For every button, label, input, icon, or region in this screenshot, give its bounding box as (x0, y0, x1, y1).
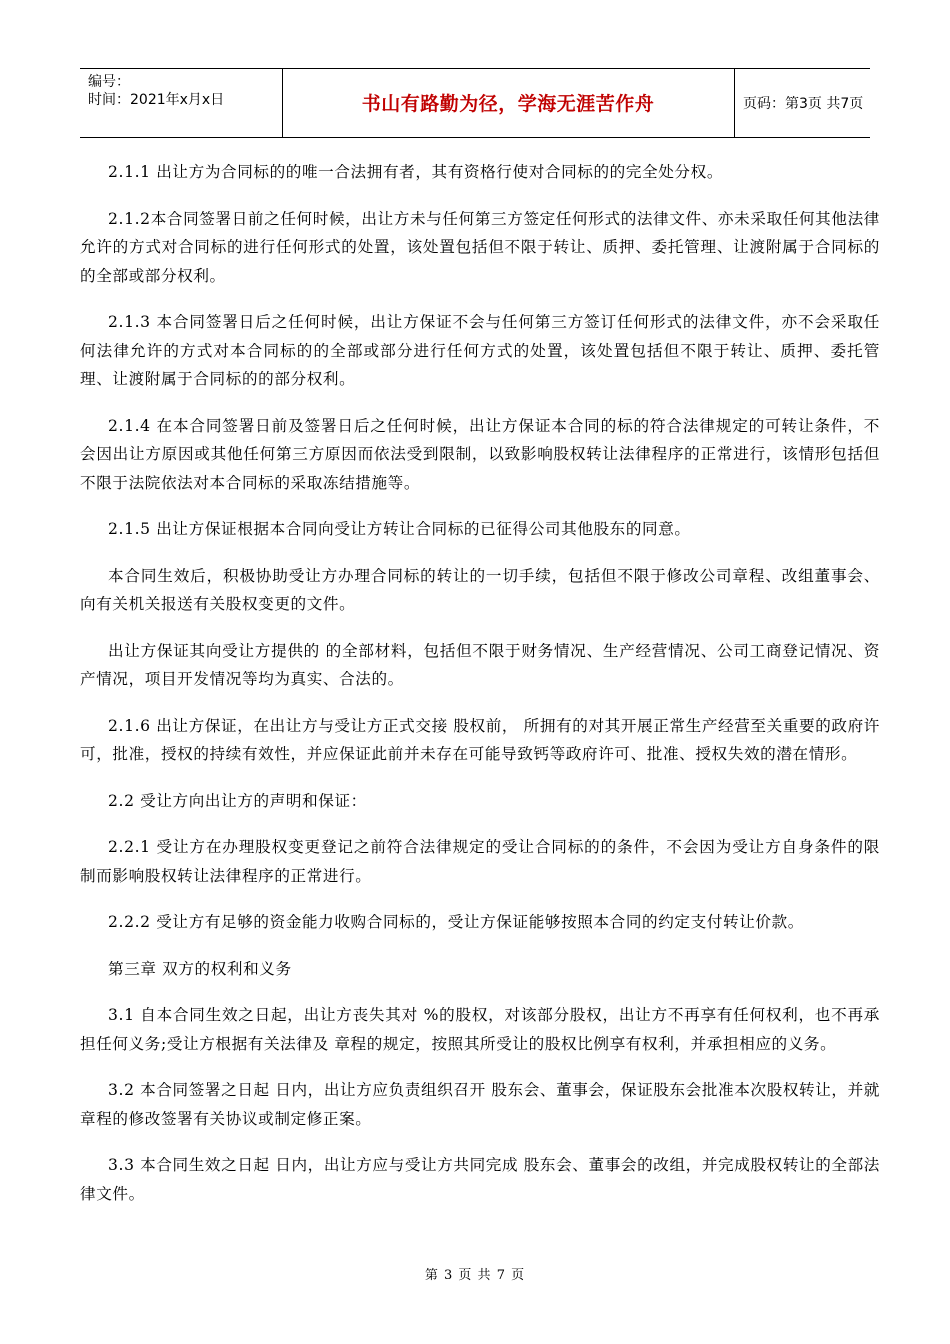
paragraph-materials-guarantee: 出让方保证其向受让方提供的 的全部材料，包括但不限于财务情况、生产经营情况、公司工商登记情况、资产情况，项目开发情况等均为真实、合法的。 (80, 641, 880, 688)
page-footer (0, 1264, 950, 1283)
paragraph-2-1-1: 2.1.1 出让方为合同标的的唯一合法拥有者，其有资格行使对合同标的的完全处分权。 (108, 163, 724, 181)
header-page-info: 页码：第3页 共7页 (743, 96, 864, 112)
paragraph-2-1-3: 2.1.3 本合同签署日后之任何时候，出让方保证不会与任何第三方签订任何形式的法律文件，亦不会采取任何法律允许的方式对本合同标的的全部或部分进行任何方式的处置，该处置包括但不限于转让、质押、委托管理、让渡附属于合同标的的部分权利。 (80, 313, 880, 388)
paragraph-3-3: 3.3 本合同生效之日起 日内，出让方应与受让方共同完成 股东会、董事会的改组，并完成股权转让的全部法律文件。 (80, 1156, 880, 1203)
paragraph-2-1-2: 2.1.2本合同签署日前之任何时候，出让方未与任何第三方签定任何形式的法律文件、亦未采取任何其他法律允许的方式对合同标的进行任何形式的处置，该处置包括但不限于转让、质押、委托管理、让渡附属于合同标的的全部或部分权利。 (80, 209, 880, 285)
header-right-cell (735, 69, 870, 137)
serial-number-label: 编号： (88, 74, 130, 90)
header-motto: 书山有路勤为径，学海无涯苦作舟 (361, 93, 655, 115)
chapter-3-heading: 第三章 双方的权利和义务 (108, 959, 292, 978)
paragraph-2-1-4: 2.1.4 在本合同签署日前及签署日后之任何时候，出让方保证本合同的标的符合法律规定的可转让条件，不会因出让方原因或其他任何第三方原因而依法受到限制，以致影响股权转让法律程序的正常进行，该情形包括但不限于法院依法对本合同标的采取冻结措施等。 (80, 416, 880, 492)
paragraph-3-2: 3.2 本合同签署之日起 日内，出让方应负责组织召开 股东会、董事会，保证股东会批准本次股权转让，并就 章程的修改签署有关协议或制定修正案。 (80, 1081, 880, 1128)
paragraph-2-1-6: 2.1.6 出让方保证，在出让方与受让方正式交接 股权前， 所拥有的对其开展正常生产经营至关重要的政府许可，批准，授权的持续有效性，并应保证此前并未存在可能导致钙等政府许可、批准、授权失效的潜在情形。 (80, 716, 880, 763)
paragraph-2-2-2: 2.2.2 受让方有足够的资金能力收购合同标的，受让方保证能够按照本合同的约定支付转让价款。 (108, 913, 804, 931)
paragraph-2-1-5: 2.1.5 出让方保证根据本合同向受让方转让合同标的已征得公司其他股东的同意。 (108, 520, 691, 538)
header-middle-cell (282, 69, 735, 137)
header-left-cell (80, 69, 283, 137)
paragraph-2-2: 2.2 受让方向出让方的声明和保证： (108, 791, 367, 810)
document-body (80, 158, 880, 1226)
footer-page-number: 第 3 页 共 7 页 (424, 1268, 526, 1283)
paragraph-assist-transfer: 本合同生效后，积极协助受让方办理合同标的转让的一切手续，包括但不限于修改公司章程、改组董事会、向有关机关报送有关股权变更的文件。 (80, 566, 880, 613)
paragraph-2-2-1: 2.2.1 受让方在办理股权变更登记之前符合法律规定的受让合同标的的条件，不会因为受让方自身条件的限制而影响股权转让法律程序的正常进行。 (80, 838, 880, 885)
page-header (80, 68, 870, 138)
date-line: 时间：2021年x月x日 (88, 92, 225, 108)
paragraph-3-1: 3.1 自本合同生效之日起，出让方丧失其对 %的股权，对该部分股权，出让方不再享有任何权利，也不再承担任何义务;受让方根据有关法律及 章程的规定，按照其所受让的股权比例享有权利，并承担相应的义务。 (80, 1006, 880, 1053)
